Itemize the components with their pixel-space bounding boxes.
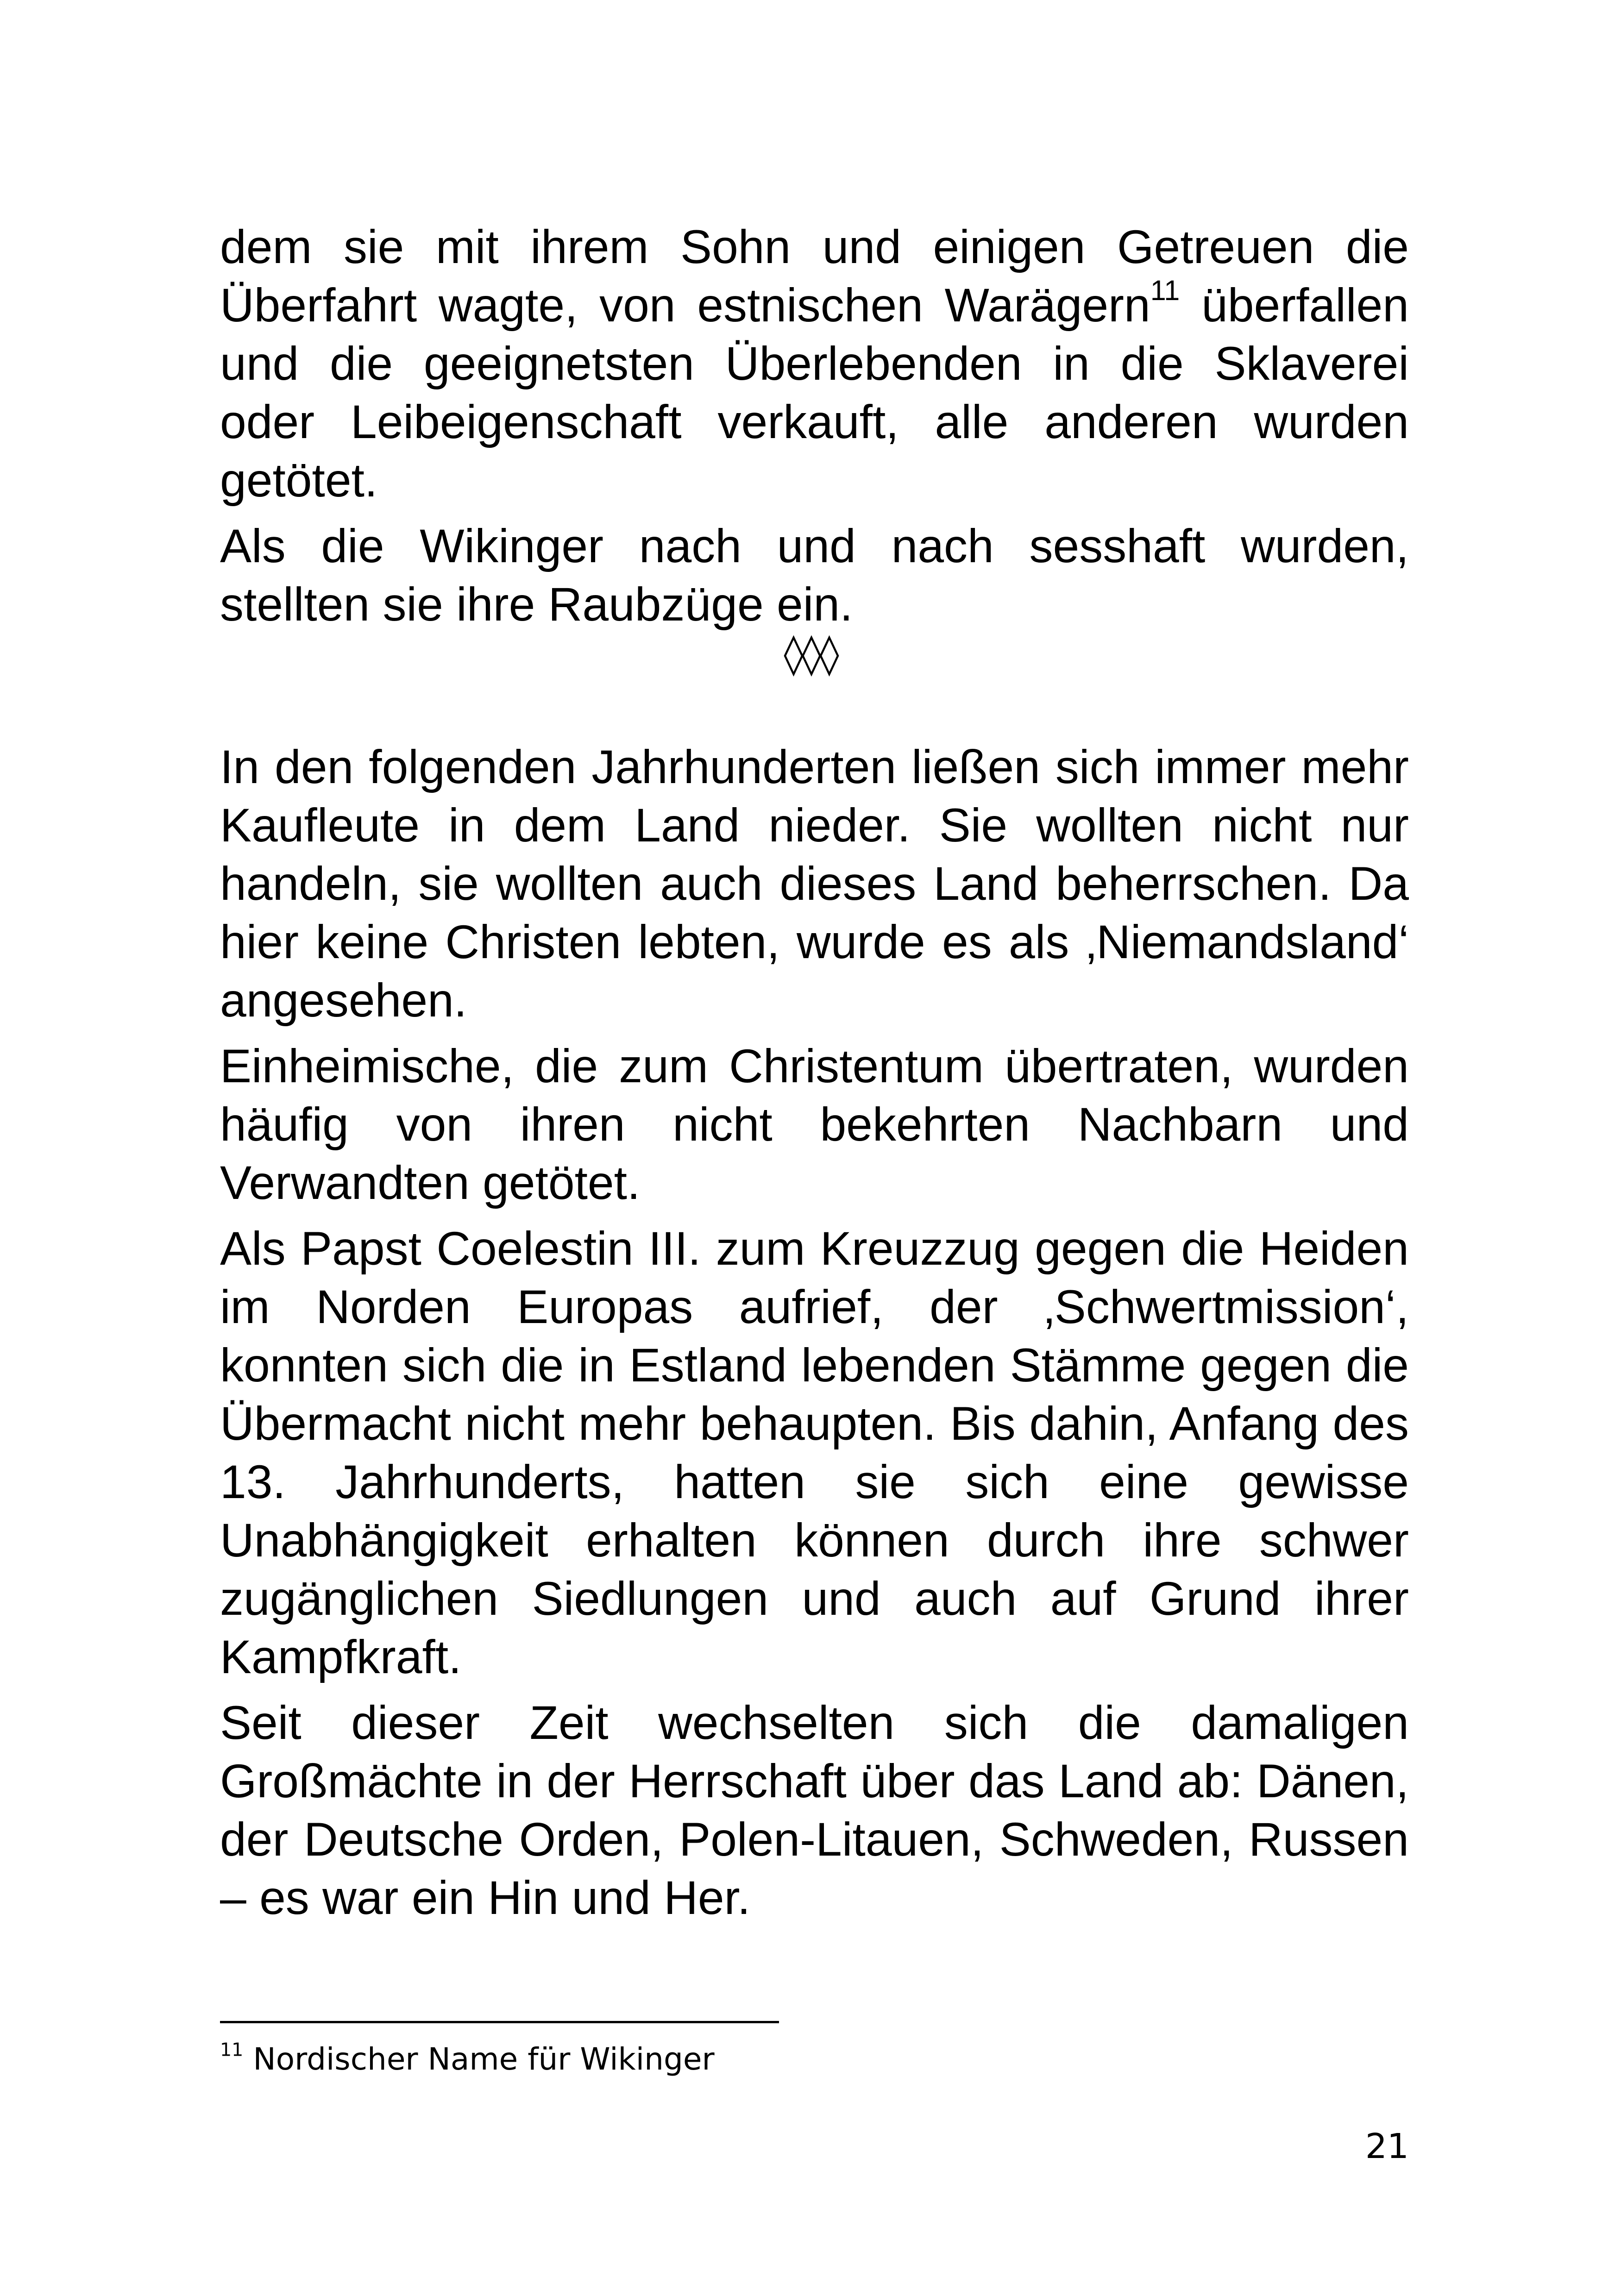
paragraph: Seit dieser Zeit wechselten sich die damaligen Großmächte in der Herrschaft über das Land ab: Dänen, der Deutsche Orden, Polen-Litauen, Schweden, Russen – es war ein Hin und Her. xyxy=(220,1696,1409,1924)
paragraph: Als Papst Coelestin III. zum Kreuzzug gegen die Heiden im Norden Europas aufrief, der ‚Schwertmission‘, konnten sich die in Estland lebenden Stämme gegen die Übermacht nicht mehr behaupten. Bis dahin, Anfang des 13. Jahrhunderts, hatten sie sich eine gewisse Unabhängigkeit erhalten können durch ihre schwer zugänglichen Siedlungen und auch auf Grund ihrer Kampfkraft. xyxy=(220,1222,1409,1683)
paragraph: Als die Wikinger nach und nach sesshaft wurden, stellten sie ihre Raubzüge ein. xyxy=(220,520,1409,631)
paragraph: Einheimische, die zum Christentum übertraten, wurden häufig von ihren nicht bekehrten Nachbarn und Verwandten getötet. xyxy=(220,1040,1409,1209)
footnote-marker: 11 xyxy=(220,2039,244,2061)
section-divider-ornament: ◊◊◊ xyxy=(784,631,837,677)
footnote-separator xyxy=(220,2021,779,2023)
footnote-reference: 11 xyxy=(1150,275,1180,307)
footnote xyxy=(220,2039,715,2079)
paragraph: In den folgenden Jahrhunderten ließen sich immer mehr Kaufleute in dem Land nieder. Sie wollten nicht nur handeln, sie wollten auch dieses Land beherrschen. Da hier keine Christen lebten, wurde es als ‚Niemandsland‘ angesehen. xyxy=(220,740,1409,1027)
footnote-text: Nordischer Name für Wikinger xyxy=(243,2041,715,2077)
paragraph-text: dem sie mit ihrem Sohn und einigen Getreuen die Überfahrt wagte, von estnischen Warägern xyxy=(220,220,1409,332)
text-block-main xyxy=(220,738,1409,1934)
text-block-top xyxy=(220,218,1409,641)
paragraph-text: überfallen und die geeignetsten Überlebenden in die Sklaverei oder Leibeigenschaft verkauft, alle anderen wurden getötet. xyxy=(220,279,1409,507)
page-number: 21 xyxy=(1365,2127,1409,2166)
paragraph xyxy=(220,218,1409,509)
